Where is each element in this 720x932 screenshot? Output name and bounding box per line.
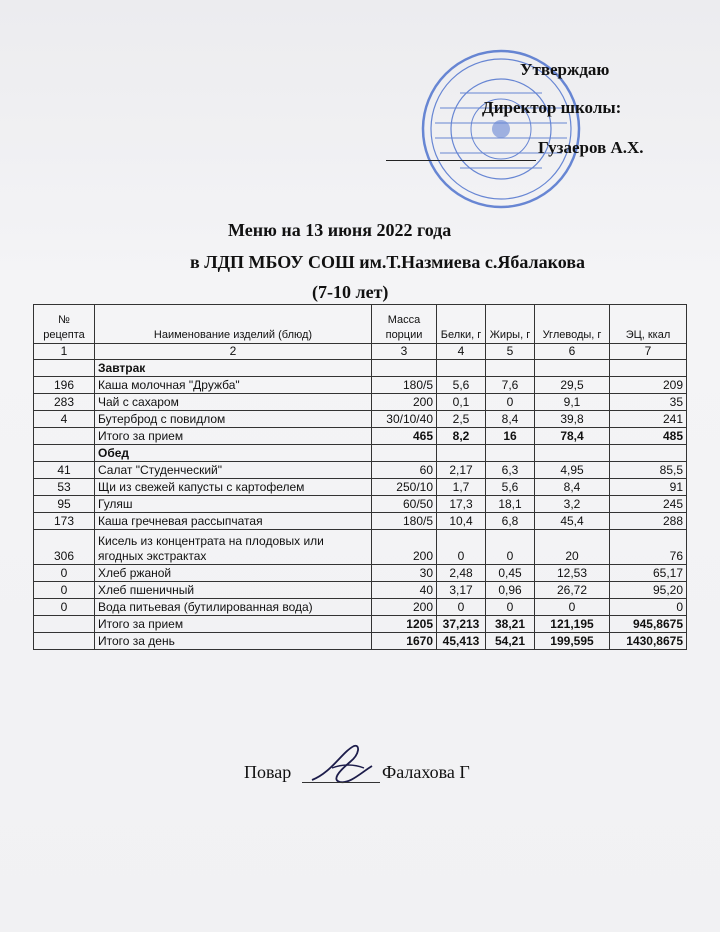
table-cell: 5,6 bbox=[437, 377, 486, 394]
table-cell: 200 bbox=[372, 530, 437, 565]
header-fats: Жиры, г bbox=[486, 305, 535, 344]
header-energy: ЭЦ, ккал bbox=[610, 305, 687, 344]
table-cell: 200 bbox=[372, 599, 437, 616]
table-cell: Салат "Студенческий" bbox=[95, 462, 372, 479]
total-row bbox=[34, 633, 687, 650]
table-cell: 9,1 bbox=[535, 394, 610, 411]
table-cell bbox=[34, 428, 95, 445]
table-cell: 199,595 bbox=[535, 633, 610, 650]
menu-table bbox=[33, 304, 687, 650]
column-number: 1 bbox=[34, 344, 95, 360]
column-number: 7 bbox=[610, 344, 687, 360]
approval-name: Гузаеров А.Х. bbox=[538, 138, 644, 157]
table-cell: 465 bbox=[372, 428, 437, 445]
table-cell: 196 bbox=[34, 377, 95, 394]
table-cell: 85,5 bbox=[610, 462, 687, 479]
table-cell: 78,4 bbox=[535, 428, 610, 445]
table-row bbox=[34, 479, 687, 496]
table-cell: 180/5 bbox=[372, 377, 437, 394]
table-cell: 3,17 bbox=[437, 582, 486, 599]
table-cell bbox=[486, 445, 535, 462]
table-cell: 12,53 bbox=[535, 565, 610, 582]
table-cell: 38,21 bbox=[486, 616, 535, 633]
table-cell: 0 bbox=[486, 530, 535, 565]
table-cell: Итого за день bbox=[95, 633, 372, 650]
table-cell: 283 bbox=[34, 394, 95, 411]
table-cell: 485 bbox=[610, 428, 687, 445]
table-cell: 30/10/40 bbox=[372, 411, 437, 428]
cook-signature-line bbox=[302, 782, 380, 783]
table-cell: 288 bbox=[610, 513, 687, 530]
table-cell: 35 bbox=[610, 394, 687, 411]
table-cell bbox=[437, 360, 486, 377]
table-cell: Итого за прием bbox=[95, 428, 372, 445]
table-cell: 53 bbox=[34, 479, 95, 496]
table-cell: 26,72 bbox=[535, 582, 610, 599]
table-cell: 0 bbox=[34, 565, 95, 582]
header-carbs: Углеводы, г bbox=[535, 305, 610, 344]
column-numbers-row bbox=[34, 344, 687, 360]
table-cell: 91 bbox=[610, 479, 687, 496]
table-cell: 2,5 bbox=[437, 411, 486, 428]
table-cell: 0 bbox=[437, 599, 486, 616]
table-cell bbox=[372, 360, 437, 377]
table-row bbox=[34, 513, 687, 530]
table-cell: 95 bbox=[34, 496, 95, 513]
table-cell: Хлеб пшеничный bbox=[95, 582, 372, 599]
table-cell: 0,45 bbox=[486, 565, 535, 582]
cook-label: Повар bbox=[244, 762, 292, 782]
table-row bbox=[34, 582, 687, 599]
table-cell: 6,3 bbox=[486, 462, 535, 479]
section-row bbox=[34, 360, 687, 377]
table-row bbox=[34, 530, 687, 565]
table-cell: 10,4 bbox=[437, 513, 486, 530]
table-cell: 18,1 bbox=[486, 496, 535, 513]
approval-position: Директор школы: bbox=[482, 98, 622, 117]
table-cell: Каша гречневая рассыпчатая bbox=[95, 513, 372, 530]
table-cell: 0 bbox=[437, 530, 486, 565]
table-cell: 39,8 bbox=[535, 411, 610, 428]
menu-title: Меню на 13 июня 2022 года bbox=[228, 220, 452, 240]
header-recipe-no: № рецепта bbox=[34, 305, 95, 344]
table-cell bbox=[34, 445, 95, 462]
table-cell: Вода питьевая (бутилированная вода) bbox=[95, 599, 372, 616]
table-cell bbox=[486, 360, 535, 377]
table-cell: 306 bbox=[34, 530, 95, 565]
table-row bbox=[34, 394, 687, 411]
approval-title: Утверждаю bbox=[520, 60, 610, 79]
table-cell: 60 bbox=[372, 462, 437, 479]
table-cell: Хлеб ржаной bbox=[95, 565, 372, 582]
table-cell: Бутерброд с повидлом bbox=[95, 411, 372, 428]
table-cell: 60/50 bbox=[372, 496, 437, 513]
table-cell: 41 bbox=[34, 462, 95, 479]
column-number: 3 bbox=[372, 344, 437, 360]
table-cell bbox=[610, 360, 687, 377]
table-cell: 4,95 bbox=[535, 462, 610, 479]
cook-name: Фалахова Г bbox=[382, 762, 470, 782]
table-row bbox=[34, 496, 687, 513]
table-cell: 209 bbox=[610, 377, 687, 394]
table-cell: 54,21 bbox=[486, 633, 535, 650]
column-number: 2 bbox=[95, 344, 372, 360]
column-number: 6 bbox=[535, 344, 610, 360]
table-cell: 45,413 bbox=[437, 633, 486, 650]
table-cell: 16 bbox=[486, 428, 535, 445]
table-cell: 30 bbox=[372, 565, 437, 582]
table-cell: 245 bbox=[610, 496, 687, 513]
table-cell: 121,195 bbox=[535, 616, 610, 633]
table-cell bbox=[34, 616, 95, 633]
table-cell: 37,213 bbox=[437, 616, 486, 633]
table-cell: 8,4 bbox=[535, 479, 610, 496]
table-cell: 0 bbox=[486, 394, 535, 411]
table-cell: 17,3 bbox=[437, 496, 486, 513]
table-cell: 200 bbox=[372, 394, 437, 411]
table-cell bbox=[610, 445, 687, 462]
table-cell: Кисель из концентрата на плодовых или ягодных экстрактах bbox=[95, 530, 372, 565]
header-dish-name: Наименование изделий (блюд) bbox=[95, 305, 372, 344]
column-number: 4 bbox=[437, 344, 486, 360]
table-cell: Завтрак bbox=[95, 360, 372, 377]
table-cell: 6,8 bbox=[486, 513, 535, 530]
cook-signature bbox=[302, 742, 380, 786]
table-row bbox=[34, 377, 687, 394]
table-cell: 29,5 bbox=[535, 377, 610, 394]
table-cell: 0,1 bbox=[437, 394, 486, 411]
column-number: 5 bbox=[486, 344, 535, 360]
table-cell bbox=[437, 445, 486, 462]
table-cell: 0,96 bbox=[486, 582, 535, 599]
table-cell: 1670 bbox=[372, 633, 437, 650]
table-cell: 250/10 bbox=[372, 479, 437, 496]
table-cell: 5,6 bbox=[486, 479, 535, 496]
table-cell: 173 bbox=[34, 513, 95, 530]
total-row bbox=[34, 616, 687, 633]
table-cell: 40 bbox=[372, 582, 437, 599]
table-cell: 1430,8675 bbox=[610, 633, 687, 650]
table-cell: 2,17 bbox=[437, 462, 486, 479]
header-portion-mass: Масса порции bbox=[372, 305, 437, 344]
table-cell: 4 bbox=[34, 411, 95, 428]
table-cell: Итого за прием bbox=[95, 616, 372, 633]
table-cell: 76 bbox=[610, 530, 687, 565]
table-cell: 7,6 bbox=[486, 377, 535, 394]
table-cell: 180/5 bbox=[372, 513, 437, 530]
table-cell bbox=[372, 445, 437, 462]
table-row bbox=[34, 565, 687, 582]
table-cell: 45,4 bbox=[535, 513, 610, 530]
table-cell: 0 bbox=[610, 599, 687, 616]
table-header-row bbox=[34, 305, 687, 344]
table-cell: 0 bbox=[34, 582, 95, 599]
table-cell: 1205 bbox=[372, 616, 437, 633]
table-row bbox=[34, 599, 687, 616]
header-proteins: Белки, г bbox=[437, 305, 486, 344]
menu-subtitle-school: в ЛДП МБОУ СОШ им.Т.Назмиева с.Ябалакова bbox=[190, 252, 586, 272]
table-cell: 0 bbox=[486, 599, 535, 616]
table-cell: 95,20 bbox=[610, 582, 687, 599]
table-cell: 20 bbox=[535, 530, 610, 565]
table-cell: 65,17 bbox=[610, 565, 687, 582]
menu-subtitle-age: (7-10 лет) bbox=[312, 282, 389, 302]
total-row bbox=[34, 428, 687, 445]
table-cell bbox=[535, 445, 610, 462]
table-row bbox=[34, 462, 687, 479]
table-cell: Чай с сахаром bbox=[95, 394, 372, 411]
table-cell: 8,4 bbox=[486, 411, 535, 428]
table-cell bbox=[535, 360, 610, 377]
table-cell: Обед bbox=[95, 445, 372, 462]
table-cell: 8,2 bbox=[437, 428, 486, 445]
table-cell bbox=[34, 360, 95, 377]
table-cell bbox=[34, 633, 95, 650]
table-row bbox=[34, 411, 687, 428]
section-row bbox=[34, 445, 687, 462]
approval-signature-line bbox=[386, 160, 536, 161]
table-cell: 2,48 bbox=[437, 565, 486, 582]
table-cell: 1,7 bbox=[437, 479, 486, 496]
table-cell: Гуляш bbox=[95, 496, 372, 513]
table-cell: 0 bbox=[535, 599, 610, 616]
table-cell: 945,8675 bbox=[610, 616, 687, 633]
table-cell: 3,2 bbox=[535, 496, 610, 513]
table-cell: 241 bbox=[610, 411, 687, 428]
table-cell: Каша молочная "Дружба" bbox=[95, 377, 372, 394]
table-cell: Щи из свежей капусты с картофелем bbox=[95, 479, 372, 496]
table-cell: 0 bbox=[34, 599, 95, 616]
